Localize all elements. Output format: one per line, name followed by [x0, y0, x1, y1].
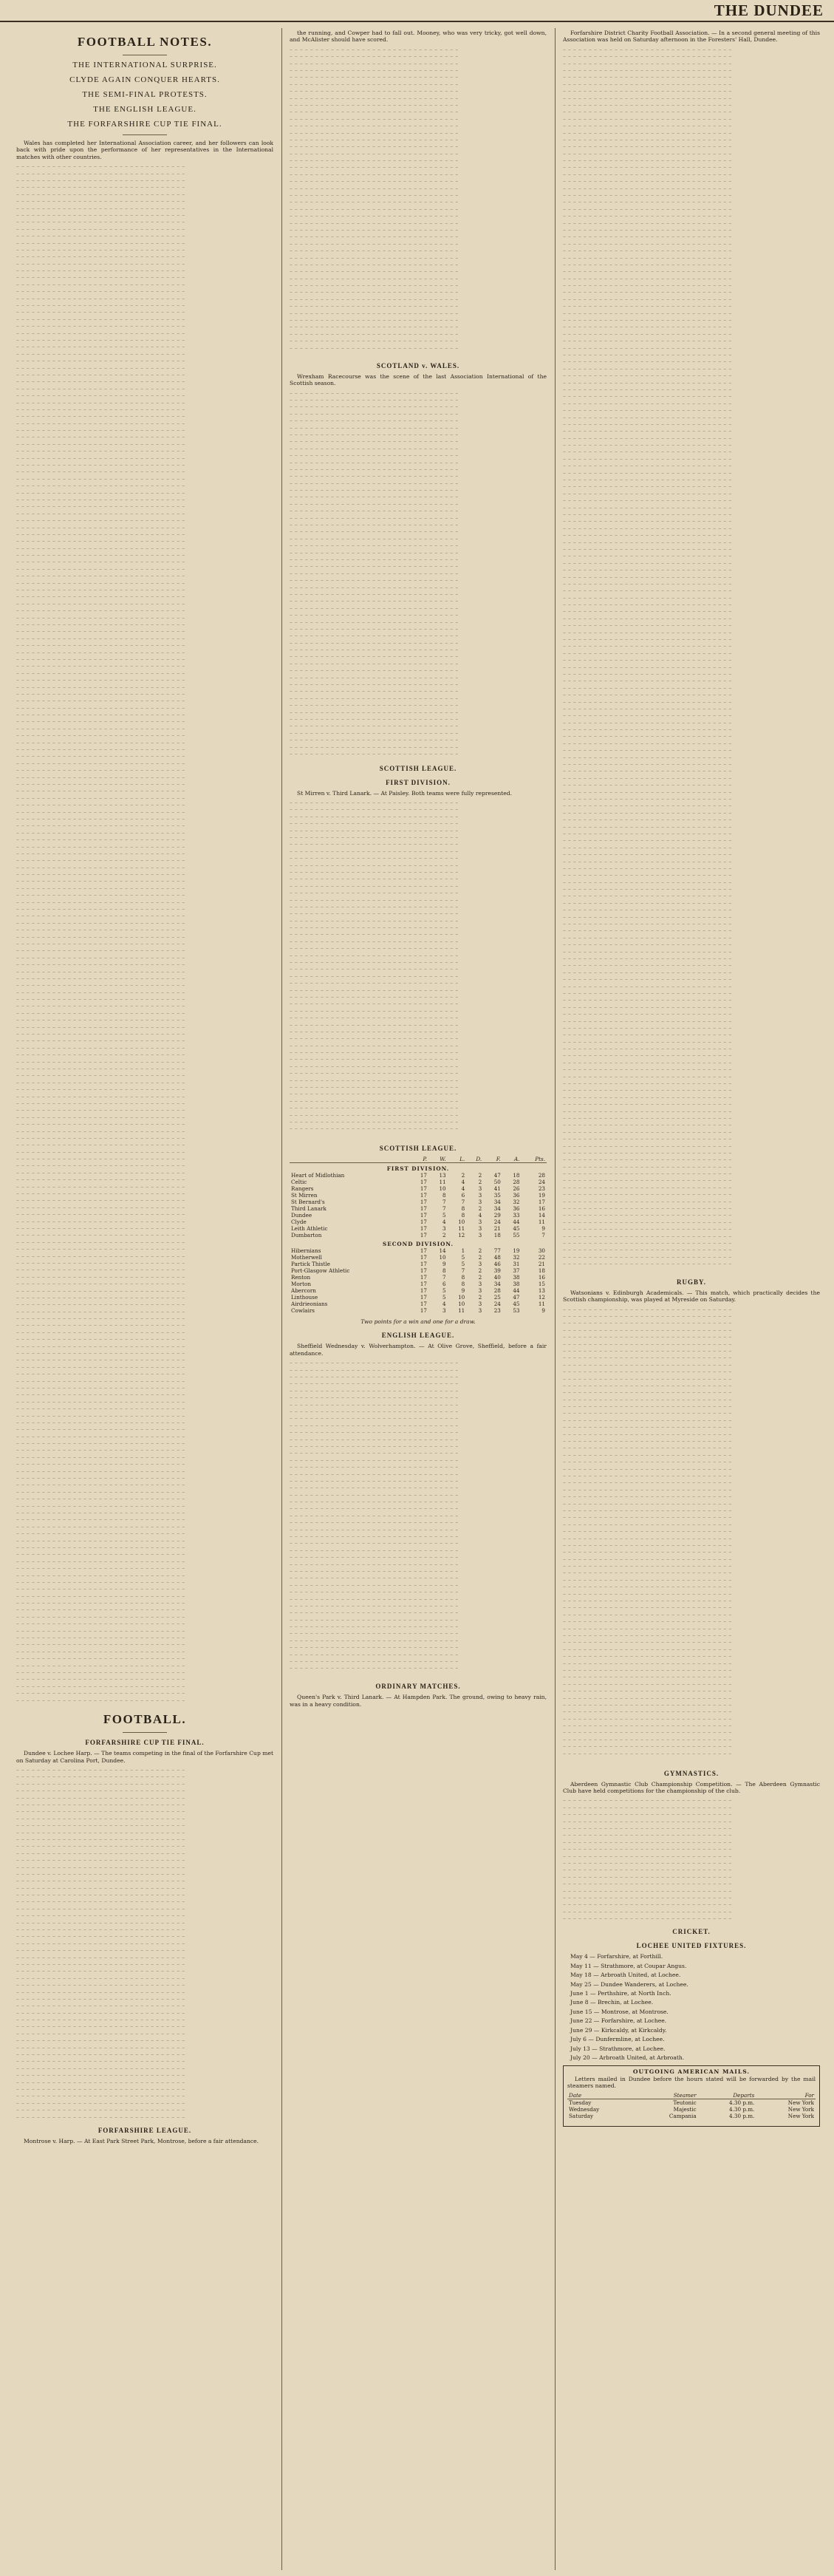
- masthead: [0, 0, 834, 22]
- table-cell: 17: [420, 1192, 427, 1199]
- table-row: [290, 1185, 547, 1192]
- table-cell: Leith Athletic: [291, 1225, 328, 1233]
- column-rule-2: [555, 28, 556, 2570]
- table-cell: New York: [787, 2112, 814, 2119]
- table-cell: Dumbarton: [291, 1232, 322, 1239]
- table-column-header: W.: [428, 1156, 448, 1163]
- table-cell: 3: [442, 1307, 446, 1315]
- table-column-header: F.: [483, 1156, 502, 1163]
- heading-mails: OUTGOING AMERICAN MAILS.: [632, 2068, 751, 2076]
- table-cell: 1: [461, 1247, 465, 1255]
- table-column-header: For: [756, 2092, 816, 2099]
- table-cell: 4.30 p.m.: [729, 2099, 755, 2106]
- table-cell: 17: [420, 1179, 427, 1186]
- table-cell: Renton: [291, 1274, 311, 1281]
- table-cell: 3: [478, 1287, 482, 1295]
- table-cell: 45: [513, 1301, 520, 1308]
- table-cell: St Mirren: [291, 1192, 318, 1199]
- table-cell: 17: [420, 1185, 427, 1193]
- table-cell: 2: [478, 1274, 482, 1281]
- table-cell: 45: [513, 1225, 520, 1233]
- table-cell: 2: [478, 1254, 482, 1261]
- table-cell: 7: [461, 1267, 465, 1275]
- table-row: [290, 1199, 547, 1205]
- table-cell: 11: [538, 1301, 545, 1308]
- table-row: [290, 1219, 547, 1225]
- table-cell: 11: [439, 1179, 446, 1186]
- table-cell: 8: [461, 1212, 465, 1219]
- table-cell: 17: [420, 1219, 427, 1226]
- charity-association-text: Forfarshire District Charity Football Association. — In a second general meeting of this Association was held on Saturday afternoon in the Foresters' Hall, Dundee.: [563, 30, 820, 44]
- table-cell: 17: [420, 1301, 427, 1308]
- column-rule-1: [281, 28, 282, 2570]
- table-cell: Abercorn: [291, 1287, 316, 1295]
- table-column-header: [290, 1156, 409, 1163]
- masthead-title: THE DUNDEE: [714, 1, 824, 19]
- league-table: [290, 1156, 547, 1314]
- heading-scotland-wales: SCOTLAND v. WALES.: [376, 361, 460, 369]
- scotland-wales-text: Wrexham Racecourse was the scene of the last Association International of the Scottish season.: [290, 372, 547, 387]
- table-row: [567, 2099, 816, 2106]
- english-league-text: Sheffield Wednesday v. Wolverhampton. — At Olive Grove, Sheffield, before a fair attendance.: [290, 1343, 547, 1357]
- table-cell: 2: [478, 1267, 482, 1275]
- table-cell: 24: [493, 1219, 501, 1226]
- scottish-league-text: St Mirren v. Third Lanark. — At Paisley. Both teams were fully represented.: [297, 789, 513, 797]
- table-cell: 2: [478, 1294, 482, 1301]
- table-cell: 17: [420, 1254, 427, 1261]
- table-cell: 50: [493, 1179, 501, 1186]
- table-row: [290, 1192, 547, 1199]
- table-cell: 3: [478, 1232, 482, 1239]
- table-cell: 17: [538, 1199, 545, 1206]
- table-cell: Saturday: [569, 2112, 594, 2119]
- table-cell: 32: [513, 1254, 520, 1261]
- table-cell: 41: [493, 1185, 501, 1193]
- heading-lochee-fixtures: LOCHEE UNITED FIXTURES.: [636, 1942, 747, 1950]
- table-cell: 24: [538, 1179, 545, 1186]
- table-cell: 18: [538, 1267, 545, 1275]
- table-cell: Heart of Midlothian: [291, 1172, 345, 1179]
- table-cell: 8: [461, 1205, 465, 1213]
- table-cell: 9: [461, 1287, 465, 1295]
- table-row: [290, 1301, 547, 1307]
- table-cell: 31: [513, 1261, 520, 1268]
- table-cell: Hibernians: [291, 1247, 321, 1255]
- table-row: [290, 1205, 547, 1212]
- table-cell: New York: [787, 2099, 814, 2106]
- mails-text: Letters mailed in Dundee before the hours stated will be forwarded by the mail steamers named.: [567, 2075, 816, 2090]
- table-cell: 18: [513, 1172, 520, 1179]
- table-cell: 29: [493, 1212, 501, 1219]
- table-cell: 48: [493, 1254, 501, 1261]
- table-row: [290, 1307, 547, 1314]
- table-cell: Cowlairs: [291, 1307, 315, 1315]
- table-cell: 4: [478, 1212, 482, 1219]
- fixture-item: July 20 — Arbroath United, at Arbroath.: [570, 2054, 685, 2061]
- table-cell: 36: [513, 1192, 520, 1199]
- table-column-header: L.: [448, 1156, 467, 1163]
- table-cell: 32: [513, 1199, 520, 1206]
- division-subheading: FIRST DIVISION.: [386, 1165, 450, 1173]
- table-cell: 3: [478, 1225, 482, 1233]
- table-cell: 36: [513, 1205, 520, 1213]
- table-cell: 19: [538, 1192, 545, 1199]
- table-cell: 13: [538, 1287, 545, 1295]
- heading-cup-final: FORFARSHIRE CUP TIE FINAL.: [85, 1739, 205, 1747]
- heading-forfarshire-league: FORFARSHIRE LEAGUE.: [98, 2127, 192, 2135]
- table-row: [290, 1212, 547, 1219]
- table-cell: 9: [541, 1225, 545, 1233]
- table-row: [290, 1294, 547, 1301]
- table-cell: 5: [461, 1261, 465, 1268]
- subhead-semi-final: THE SEMI-FINAL PROTESTS.: [82, 90, 208, 99]
- table-cell: 9: [442, 1261, 446, 1268]
- subhead-clyde-hearts: CLYDE AGAIN CONQUER HEARTS.: [69, 75, 220, 84]
- table-cell: St Bernard's: [291, 1199, 325, 1206]
- section-title-football-notes: FOOTBALL NOTES.: [77, 35, 213, 49]
- table-cell: 55: [513, 1232, 520, 1239]
- table-cell: 16: [538, 1205, 545, 1213]
- fixture-item: May 25 — Dundee Wanderers, at Lochee.: [570, 1980, 688, 1988]
- table-cell: 2: [478, 1179, 482, 1186]
- table-row: [290, 1179, 547, 1185]
- table-cell: 14: [439, 1247, 446, 1255]
- table-column-header: A.: [502, 1156, 522, 1163]
- table-row: [567, 2106, 816, 2113]
- table-cell: Dundee: [291, 1212, 312, 1219]
- table-row: [290, 1172, 547, 1179]
- table-cell: 4: [461, 1179, 465, 1186]
- table-cell: 5: [442, 1287, 446, 1295]
- continued-text: the running, and Cowper had to fall out. Mooney, who was very tricky, got well down, and McAlister should have scored.: [290, 30, 547, 44]
- fixture-item: June 1 — Perthshire, at North Inch.: [570, 1990, 671, 1997]
- table-cell: 17: [420, 1232, 427, 1239]
- article-body-texture: – – – – – – – – – – – – – – – – – – – – – – – – – – – – – – – – – – – – – – – – – – – – – – – – – – – – – – – – – – – – – – – – – – – – – – – – – – – – – – – – – – – – – – – – – – – – – – – – – – – – – – – – – – – – – – – – – – – – – – – – – – – – – – – – – – – – – – – – – – – – – – – – – – – – – – – – – – – – – – – – – – – – – – – – – – – – – – – – – – – – – – – – – – – – – – – – – – – – – – – – – – – – – – – – – – – – – – – – – – – – – – – – – – – – – – – – – – – – – – – – – – – – – – – – – – – – – – – – – – – – – – – – – – – – – – – – – – – – – – – – – – – – – – – – – – – – – – – – – – – – – – – – – – – – – – – – – – – – – – – – – – – – – – – – – – – – – – – – – – – – – – – – – – – – – – – – – – – – – – – – – – – – – – – – – – – – – – – – – – – – – – – – – – – – – – – – – – – – – – – – – – – – – – – – – – – – – – – – – – – – – – – – – – – – – – – – – – – – – – – – – – – – – – – – – – – – – – – – – – – – – – – – – – – – – – – – – – – – – – – – – – – – – – – – – – – – – – – – – – – – – – – – – – – – – – – – – – – – – – – – – – – – – – – – – – – – – – – – – – – – – – – – – – – – – – – – – – – – – – – – – – – – – – – – – – – – – – – – – – – – – – – – – – – – – – – – – – – – – – – – – – – – – – – – – – – – – – – – – – – – – – – – – – – – – – – – – – – – – – – – – – – – – – – – – – – – – – – – – – – – – – – – – – – – – – – – – – – – – – – – – – – – – – – – – – – – – – – – – – – – – – – – – – – – – – – – – – – – – – – – – – – – – – – – – – – – – – – – – – – – – – – – – – – – – – – – – – – – – – – – – – – – – – – – – – – – – – – – – – – – – – – – – – – – – – – – – – – – – – – – – – – – – – – – – – – – – – – – – – – – – – – – – – – – – – – – – – – – – – – – – – – – – – – – – – – – – – – – – – – – – – – – – – – – – – – – – – – – – – – – – – – – – – – – – – – – – – – – – – – – – – – – – – – – – – – – – – – – – – – – – – – – – – – – – – – – – – – – – – – – – – – – – – – – – – – – – – – – – – – – – – – – – – – – – – – – – – – – – – – – – – – – – – – – – – – – – – – – – – – – – – – – – – – – – – – – – – – – – – – – – – – – – – – – – – – – – – – – – – – – – – – – – – – – – – – – – – – – – – – – – – – – – – – – – – – – – – – – – – – – – – – – – – – – – – – – – – – – – – – – – – – – – – – – – – – – – – – – – – – – – – – – – – – – – – – – – – – – – – – – – – – – – – – – – – – – – – – – – – – – – – – – – – – – – – – – – – – – – – – – – – – – – – – – – – – – – – – – – – – – – – – – – – – – – – – – – – – – – – – – – – – – – – – – – – – – – – – – – – – – – – – – – – – – – – – – – – – – – – – – – – – – – – – – – – – – – – – – – – – – – – – – – – – – – – – – – – – – – – – – – – – – – – – – – – – – – – – – – – – – – – – – – – – – – – – – – – – – – – – – – – – – – – – – – – – – – – – – – – – – – – – – – – – – – – – – – – – – – – – – – – – – – – – – – – – – – – – – – – – – – – – – – – – – – – – – – – – – – – – – – – – – – – – – – – – – – – – – – – – – – – – – – – – – – – – – – – – – – – – – – – – – – – – – – – – – – – – – – – – – – – – – – – – – – – – – – – – – – – – – – – – – – – – – – – – – – – – – – – – – – – – – – – – – – – – – – – – – – – – – – – – – – – – – – – – – – – – – – – – – – – – – – – – – – – – – – – – – – – – – – – – – – – – – – – – – – – – – – – – – – – – – – – – – – – – – – – – – – – – – – – – – – – – – – – – – – – – – – – – – – – – – – – – – – – – – – – – – – – – – – – – – – – – – – – – – – – – – – – – – – – –: [16, 1766, 185, 2120]
- article-body-texture: – – – – – – – – – – – – – – – – – – – – – – – – – – – – – – – – – – – – – – – – – – – – – – – – – – – – – – – – – – – – – – – – – – – – – – – – – – – – – – – – – – – – – – – – – – – – – – – – – – – – – – – – – – – – – – – – – – – – – – – – – – – – – – – – – – – – – – – – – – – – – – – – – – – – – – – – – – – – – – – – – – – – – – – – – – – – – – – – – – – – – – – – – – – – – – – – – – – – – – – – – – – – – – – – – – – – – – – – – – – – – – – – – – – – – – – – – – – – – – – – – – – – – – – – – – – – – – – – – – – – – – – – – – – – – – – – – – – – – – – – – – – – – – – – – – – – – – – – – – – – – – – – – – – – – – – – – – – – – – – – – – – – – – – – – – – – – – – – – – – – – – – – – – – – – – – – – – – – – – – – – – – – – – – – – – – – – – – – – – – – – – – – – – – – – – – – – – – – – – – – – – – – – – – – – – – – – – – – – – – – – – – – – – – – – – – – – – – – – – – – – – – – – – – – – – – – – – – – – – – – – – – – – – – – – – – – – – – – – – – – – – – – – – – – – – – – – – – – – – – – – – – – – – – – – – – – – – – – – – – – – – – – – – – – – – – – – – – – – – – – – – – – – – – – – – – – – – – – – – – – – – – – – – – – – – – – – – – – – – – – – – – – – – – – – – – – – – – – – – – – – – – – – – – – – – – – – – – – – – – – – – – – – – – – – – – – – – – – – – – – – – – – – – – – – – – – – – – – – – – – – – – – – – – – – – – – – – – – – – – – – – – – – – – – – – – – – – – – – – – – – – – – – – – – – – – – – – – – – – – – – – – – – – – – – – – – – – – – – – – – – – – – – – – – – – – – – – – – – – – – – – – – – – – – – – – – – – – – – – – – – – – – – – – – – – – – – – – – – – – – – – – – – – – – – – – – – – – – – – – – – – – – – – – – – – – – – – – – – – – – – – – – – – – – – – – – – – – – – – – – – – – – – – – – – – – – – – – – – – – – – – – – – – – – – – – – – – – – – – – – – – – – – – – – – – – – – – – – – – – – – – – – – – – – – – – – – – – – – – – – – – – – – – – – – – – – – – – – – – – – – – – – – – – – – – – – – – – – – – – – – – – – – – – – – – – – – – – – – – – – – – – – – – – – – – – – – – – – – – – – – – – – – – – – – – – – – – – – – – – – – – – – – – – – – – – – – – – – – – – – – – – – – – – – – – – – – – – – – – – – – – – – – – – – – – – – – – – – – – – – – – – – – – – – – – – – – – – – – – – – – – – – – – – – – – – – – – – – – – – – – – – – – – – – – – – – – – – – – – – – – – – – – – – – – – – – – – – – – – – – – – – – – – – – – – – – – – – – – – – – – – – – – – – – – – – – – – – – – – – – – – – – – – – – – – – – – – – – – – – – – – – – – – – – – – – – – – – – – – – – – – – – – – – – – – – – – – – – – – – – – – – – – – – – – – – – – – – – – – – – – – – – – – – – – – – – – – – – – – – – – – – – – – – – – – – – – – – – – – – – – – – – – – – – – – – – – – – – – – – – – – – – – – – – – – – – – – – – – – – – – – – – – – – – – – – – – – – – – – – – – – – – – – – – – – – – – – – – – – – – – – – – – – – – – – – – – – – – – – – – – – – – – – – – – – – –: [290, 45, 459, 351]
- table-cell: 24: [493, 1301, 501, 1308]
- table-cell: 17: [420, 1294, 427, 1301]
- table-cell: 40: [493, 1274, 501, 1281]
- table-cell: 53: [513, 1307, 520, 1315]
- article-body-texture: – – – – – – – – – – – – – – – – – – – – – – – – – – – – – – – – – – – – – – – – – – – – – – – – – – – – – – – – – – – – – – – – – – – – – – – – – – – – – – – – – – – – – – – – – – – – – – – – – – – – – – – – – – – – – – – – – – – – – – – – – – – – – – – – – – – – – – – – – – – – – – – – – – – – – – – – – – – – – – – – – – – – – – – – – – – – – – – – – – – – – – – – – – – – – – – – – – – – – – – – – – – – – – – – – – – – – – – – – – – – – – – – – – – – – – – – – – – – – – – – – – – – – – – – – – – – – – – – – – – – – – – – – – – – – – – – – – – – – – – – – – – – – – – – – – – – – – – – – – – – – – – – – – – – – – – – – – – – – – – – – – – – – – – – – – – – – – – – – – – – – – – – – – – – – – – – – – – – – – – – – – – – – – – – – – – – – – – – – – – – – – – – – – – – – – – – – – – – – – – – – – – – – – – – – – – – – – – – – – – – – – – – – – – – – – – – – – – – – – – – – – – – – – – – – – – – – – – – – – – – – – – – – – – – – – – – – – – – – – – – – – – – – – – – – – – – – – – – – – – – – – – – – – – – – – – – – – – – – – – – – – – – – – – – – – – – – – – – – – – – – – – – – – – – – – – – – – – – – – – – – – – – – – – – – – – – – – – – – – – – – – – – – – – – – – – – – – – – – – – – – – – – – – – – – – – – – – – – – – – – – – – – – – – – – – – – – – – – – – – – – – – – – – – – – – – – – – – – – – – – – – – – – – – – – – – – – – – – – – – – – – – – – – – – – – – – – – – – – – – – – – – – – – – – – – – – – – – – – – – – – – – – – – – – – – – – – – – – – – – – – – – – – – – – – – – – – – – – – – – – – – – – – – – – – – – – – – – – – – – – – – – – – – – – – – – – – – – – – – – – – – – – – – – – – – – – – – – – – – – – – – – – – – – – – – – – – – – – – – – – – – – – – – – – – – – – – – – – – – – – – – – – – – – – – – – – – – – – – – – – – – – – – – – – – – – – – – – – – – – – – – – – – – – – – – – – – – – – – – – – – – – – – – – – – – – – – – – – – – – – – – – – – – – – – – – – – – – – – – – – – – – – – – – – – – – – – – – – – – – – – – – – – – – – – – – – – – – – – – – – – – – – – – – – – – – – – – – – – – – – – – – – – – – – – – – – – – – – – – – – – – – – – – – – – – – – – – – – – – – – – – – – – – – – – – – – – – – – – – – – – – – – – – – – – – – – – – – – – – – – – – – – – – – – – – – – – – – – – – – – – – – – – – – – – – – – – – – – – – – – – – – – – – – – – – – – – – – – – – – – – – – – – – – – – – – – – – – – – – – – – – – – – – – – – – – – – – – – – – – – – – – – – – – – – – – – – – – – – – – – – – – – – – – – – – – – – – – – – – – – – – – – – – – – – – – – – – – – – – – – – – – – – – – – – – – – – – – – – – – – – – – – – – – – – – – – – – – – – – – – – – – – – – – – – – – – – – – – – – – – – – – – – – – – – – – – – – – – – – – – – – – – – – – – – – – – – – – – – – – – – – – – – – – – – – – – – – – – – – – – – – – – – – – – – – – – – – – – – – – – – – – – – – – – – – – – – – – – – – – – – – – – – – – – – – – – – – – – – – – – – – – – – – – – – – – – – – – – – – – – – – – – – – – – – – – – – – – – – – – – – – – – – – – – – – – – – – – – – – – – – – – – – – – – – – – – – – – – – – – – – – – – – – – – – – – – – – – – – – – – – – – – – – – – – – – – – – – – – – – – – – – – – – – – – – – – – – – – – – – – – – – – – – – – – – – – – – – – – – – – – – – – – – – – – – – – – – – – – – – – – – – – – – – – – – – – – – – – – – – – – – – – – – – – – – – – – – – – – – – – – – – – – – – – – – – – – – – – – – – – – – – – – – – – – – – – – – – – – – – – – – – – – – – – – – – – – – – – – – – – – – – – – – – – – – – – – – – – – – – – – – – – – – – – – – – – – – – – – – – – – – – – – – – – – – – – – – – – – – – – – – – – – – – – – – – – – – – – – – – – – – – – – – – – – – – – – – – – – – – – – – – – – – – – – – – – – – – – – – – – – – – – – – – – – – – – – – – – – – – – – – – – – – – – – – – – – – – – – – – – – – – – – – – – – – – – – – – – – – – – – – – – – – – – – – – – – – – – – – – – – – – – – – – – – – – – – – – – – – – – – – – – – – – – – – – – – – – – – – – – – – – – – – – – – – – – – – – – – – – – – – – – – – – – – – – – – – – – – – – – – – – – – – – – – – – – – – – – – – – – – – – – – – – – – – – – – – – – – – – – – – – – – – – – – – – – – – – – – – – – – – – – – – – – – – – – – – – – – – – – – – – – – – – – – – – – – – – – – – – – – – – – – – – – – – – – – – – – – – – – – – – – – – – – – – – – – – – – – – – – – – – – – – – – – – – – – – – – – – – – – – – – – – – – – – – – – – – – – – – – – – – – – – – – – – – – – – – – – – – – – – – – – – – – – – – – – – – – – – – – – – – – – – – – – – – – – – – – – – – – – – – – – – – – – – – – – – – – – – – – – – – – – – – – – – – – – – – – – – – – – – – – – – – – – – – – – – – – – – – – – – – – – – – – – – – – – – – – – – – – – – – – – – – – – – – – – – – – – – – – – – – – – – – – – – – – – – – – – – – – – – – – – – – – – – – – – – – – – – – – – – – – – – – – – – – – – – – – – – – – – – – – – – – – – – – – – – – – – – – – – – – – – – – – – – – – – – – – – – – – – – – – – – – – – – – – – – – – – – – – – – – – – – – – – – – – – – – – – – – – – – – – – – – – – – – – – – – – – – – – – – – – – – – – – – – – – – – – – – – – – – – – – – – – – – – – – – – – – – – – – – – – – – – – – – – – – – – – – – – – – – – – – – – – – – – – – – – – – – – – – – – – – – – – – – – – – – – – – – – – – – – – – – – – – – – – – – – – – – – – – – – – – – – – – – – – – – – – – – – – – – – – – – – – – – – – – – – – – – – – – – – – – – – – – – – – – – – – – – – – – – – – – – – – – – – – – – – – – – – – – – – – – – – – – – – – – – – – – – – – – – – – – – – – – – – – – – – – – – – – – – – – – – – – – – – – – – – – – – – – – – – – – – – – – – – – – – – – – – – – – – – – – – – – – – – – – – – – – – – – – – – – – – – – – – – – – – – – – – – – – – – – – – – – – – – – – – – – – – – – – – – – – – – – – – – – – – – – – – – – – – – – – – – – – – – – – – – – – – – – – – – – – – – – – – – – – – – – – – – – – – – – – – – – – – – – – – – – – – – – – – – – – – – – – – – – – – – – – – – – – – – – – – – – – – – – – – – – – – – – – – – – – – – – – – – – – – – – – – – – – – – – – – – – – – – – – – – – – – – – – – – – – – – – – – – – – – – – – – – – – – – – – – – – – – – – – – – – – – – – – – – – – – – – – – – – – – – – – – – – – – – – – – – – – – – – – – – – – – – – – – – – – – – – – – – – – – – – – – – – – – – – – – – – – – – – – – – – – – – – – – – – – – – – – – – – – – – – – – – – – – – – – – – – – – – – – – – – – – – – – – – – – – – – – – – – – – – – – – – – – – – – – – – – – – – – – – – – – – – – – – – – – – – – – – – – – – – – – – – – – – – – – – – – – – – – – – – – – – – – – – – – – – – – – – – – – – – – – – – – – – – – – – – – – – – – – – – – – – – – – – – – – – – – – – – – – – – – – – – – – – – – – – – – – – – – – – – – – – – – – – – – – – – – – – – – – – – – – – – – – – – – – – – – – – – – – – – – – – – – – – – – – – – – – – – – – – – – – – – – – – – – – – – – – – – – – – – – – – – – – – – – – – – – – – – – – – – – – – – – – – – – – – – – – – – – – – – – – – – – – – – – – – – – – – – – – – – – – – – – – – – – – – – – – – – – – – – – – – – – – – – – – – – – – – – – – – – – – – – – – – – – – – – – – – – – – – – – – – – – – – – – – – – – – – – – – – – – – – – – – – – – – – – – – – – – – – – – – – – – – – – – – – – – – – – – – – – – – – – – – – – – – – – – – – – – – – – – – – – – – – – – – – – – – – – – – – – – – – – – – – – – – – – – – – – – – – – – – – – – – – – – – – – – – – – – – – – – – – – – – – – – – – – – – – – – – – – – – – – – – – – – – – – – – – – – – – – – – – – – – – – – – – – – – – – – – – – – – – – – – – – – – – – – – – – – – – – – – – – – – – – – – – – – – – – – – – – – – – – – – – – – – – – – – – – – – – – – – – – – – – – – – – – – – – – – – – – – – – – – – – – – – – – – – – – – – – – – – – – – – – – – – – – – – – – – – – – – – – – – – – – – – – – – – – – – – – – – – – – – – – – – – – – – – – – – – – – – – – – – – – – – – – – – – – – – – – – – – – – – – – – – – – – – – – – – – – – – – – – – – – – – – – – – – – – – – – – – – – – – – – – – – – – – – – – – – – – – – – – – – – – – – – – – – – – – – – – – – – – – – – – – – – – – – – – – – – – – – – – – – – – – – – – – – – – – – – – – – – – – – – – – – – – – – – – – – – – – – – – – – – – – – – – – – – – – – – – – – – – – – – – – – – – – – – – – – – – – – – – – – – – – – – – – – – – – – – – – – – – – – – – – – – – – – – – – – – – – – – – – – – – – – – – – – – – – – – – – – – – – – – – – – – – – – – – – – – – – – – – – – – – – – – – – – – – – – – – – – – – – – – – – – – – – – – – – – – – – – – – – – – – – – – – – – – – – – – – – – – – – – – – – – – – – – – – – – – – – – – – – – – – – – – – – – – – – – – – – – – – – – – – – – – – – – – – – – – – – – – – – – – – – – – – – – – – – – – – – – – – – – – – – – – – – – – – – – – – – – – – – – – – – – – – – – – – – – – – – – – – – – – – – – – – – – – – – – – – – – – – – – – – – – – – – – – – – – – – – – – – – – – – – – – – – – – – – – – – – – – – – – – – – – – – – – – – – – – – – – – – – – – – – – – – – – – – – – – – – – – – – – – – – – – – – – – – – – – – – – – – – – – – – – – – – – – – – – – – – – – – – – – – – – – – – – – – – – – – – – – – – – – – – – – – – – – – – – – – – – – – – – – – – – – – – – – – – – – – – – – – – – – – – – – – – – – – – – – – – – – – – – – – – – – – – – – – – – – – – – – – – – – – – – – – – – – – – – – – – – – – – – – – – – – – – – – – – – – – – – – – – – – – – – – – – – – – – – – – – – – – – – – – – – – – – – – – – – – – – – – – – – – – – – – – – – – – – – – – – – – – – – – – – – – – – – – – – – – – – – – – – – – – – – – – – – – – – – – – – – – – – – – – – – – – – – – – – – – – – – – – – – – – – – – – – – – – – – – – – – – – – – – – – – – – – – – – – – – – – – – – – – – – – – – – – – – – – – – – – – – – – – – – – – – – – – – – – – – – – – – – – – – – – – – – – – – – – – – – – – – – – – – – – – – – – – – – – – – – – – – – – – – – – – – – – – – – – – – – – – – – – – – – – – – – – – – – – – – – – – – – – – – – – – – – – – – – – – – – – – – – – – – – – – – – – – – – – – – – – – – – – – – – – – – – – – – – – – – – – – – – – – – – – – – – – – – – – – – – – – – – – – – – – – – – – – – – – – – – – – – – – – – – – – – – – – – – – – – – – – – – – – – – – – – – – – – – – – – – – – – – – – – – – – – – – – – – – – – – – – – – – – – – – – – – – – – – – – – – – – – – – – – – – – – – – – – – – – – – – – – – – – – – – – – – – – – – – – – – – – – – – – – – – – – – – – – – – – – – – – – – – – – – – – – – – – – – – – – – – – – – – – – – – – – – – – – – – – – – – – – – – – – – – – – – – – – – – – – – – – – – – – – – – – – – – – – – – – – – – – – – – – – – – – – – – – – – – – – – – – – – – – – – – – – – – – – – – – – – – – – – – – – – – – – – – – – – – – – – – – – – – – – – – – – – – – – – – – – – – – – – – – – – – – – – – – – – – – – – – – – – – – – – – – – – – – – – – – – – – – – – – – – – – – – – – – – – – – – – – – – – – – – – – – – – – – – – – – – – – – – – – – – – – – – – – – – – – – – – – – – – – – – – – – – – – – – – – – – – – – – – – – – – – – – – – – – – – – – – – – – – – – – – – – – – – – – – – – – – – – – – – – – – – – – – – – – – – – – – – – – – – – – – – – – – – – – – – – – – – – – – – – – – – – – – – – – – – – – – – – – – – – – – – – – – – – – – – – – – – – – – – – – – – – – – – – – – – – – – – – – – – – – – – – – – – – – – – – – – – – – – – – – – – – – – – – – – – – – – – – – – – – – – – – – – – – – – – – – – – – – – – – – – – – – – – – – – – – – – – – – – – – – – – – – – – – – – – – – – – – – – – – – – – – – – – – – – – – – – – – – – – – – – – – – – – – – – – – – – – – – – – – – – – – – – – – – – – – – – – – – – – – – – – – – – – – – – – – – – – – – – – – – – – – – – – – – – – – – – – – – – – – – – – – – – – – – – – – – – – – – – – – – – – – – – – – – – – – – – – – – – – – – – – – – – – – – – – – – – – – – – – – – – – – – – – – – – – – – – – – – – – – – – – – – – – – – – – – – – – – – – – – – – – – – – – – – – – – – – – – – – – – – – – – – – – – – – – – – – – – – – – – – – – – – – – – – – – – – – – – – – – – – – – – – – – – – – – – – – – – – – – – – – – – – – – – – – – – – – – – – – – – – – – – – – – – – – – – – – – – – – – – – – – – – – – – – – – – – – – – – – – – – – – – – – – – – – – – – – – – – – – – – – – – – – – – – – – – – – – – – – – – – – – – – – – – – – – – – – – – – – – – – – – – – – – – – – – – – – – – – – – – – – – – – – – – – – – – – – – – – – – – – – – – – – – – – – – – – – – – – – – – – – – – – – – – – – – – – – – – – – – – – – – – – – – – – – – – – – – – – – – – – – – – – – – – – – – – – – – – – – – – – – – – – – – – – – – – – – – – – – – – – – – – – – – – – – – – – – – – – – – – – – – – – – – – – – – – – – – – – – – – – – – – – – – – – – – – – – – – – – – – – – – – – – – – – – – – – – – – – – – – – – – – – – – – – – – – – – – – – – – – – – – – – – – – – – – – – – – – – – – – – – – – – – – – – – – – – – – – – – – – – – – – – – – – – – – – – – – – – – – – – – – – – – – – – – – – – – – – – – – – – – – – – – – – – – – – – – – – – – – – – – – – – – – – – – – – – – – – – – – – – – – – – – – – – – – – – – – – – – – – – – – – – – – – – – – – – – – – – – – – – – – – – – – – – – – – – – – – – – – – – – – – – – – – – – – – – – – – – – – – – – – – – – – – – – – – – – – – – – – – – – – – – – – – – – – – – – – – – – – – – – – – – – – – – – – – – – – – – – – – – – – – – – – – – – – – – – – – – – – – – – – – – – – – – – – – – – – – – – – – – – – – – – – – – – – – – – – – – – – – – – – – – – – – – – – – – – – – – – – – – – – – – – – – – – – – – – – – – – – – – – – – – – – – – – – – – – – – – – – – – – – – – – – – – – – – – – – – – – – – – – – – – – – – – – – – – – – – – – – – – – – – – – – – – – – – – – – – – – – – – – – – – – – – – – – – – – – – – – – – – – – – – – – – – – – – – – – – – – – – – – – – – – – – – – – – – – – – – – – – – – – – – – – – – – – – – – – – – – – – – – – – – – – – – – – – – – – – – – – – – – – – – – – – – – – – – – – – – – – – – – – – – – – – – – – – – – – – – – – – – – – – – – – – – – – – – – – – – – – – – – – – – – – – – – – – – – – – – – – – – – – – – – – – – – – – – – – – – – – – – – – – – – – – – – – – – – – – – – – – – – – – – – – – – – – – – – – – – – – – – – – – – – – – – – – – – – – – – – – – – – – – – – – – – – – – – – – – – – – – – – – – – – – – – – – – – – – – – – – – – – – – – – – – – – – – – – – – – – – – – – – – – – – – – – – – – – – – – – – – – – – – – – – – – – – – – – – – – – – – – – – – – – – – – – – – – – – – – – – – – – – – – – – – – – – – – – – – – – – – – – – – – – – – – – – – – – – – – – – – – – – – – – – – – – – – – – – – – – – – – – – – – – – – – – – – – – – – – – – – – – – – – – – – – – – – – – – – – – – – – – – – – – – – – – – – – – – – – – – – – – – – – – – – – – – – – – – – – – – – – – – – – – – – – – – – – – – – – – – – – – – – – – – – – – – – – – – – – – – – – – – – – – – – – – – – – – – – – – – – – – – – –: [16, 163, 185, 1703]
- table-cell: 10: [439, 1185, 446, 1193]
- table-cell: 2: [442, 1232, 446, 1239]
- table-cell: 4: [442, 1219, 446, 1226]
- table-cell: 7: [541, 1232, 545, 1239]
- fixture-item: June 29 — Kirkcaldy, at Kirkcaldy.: [570, 2026, 667, 2034]
- article-body-texture: – – – – – – – – – – – – – – – – – – – – – – – – – – – – – – – – – – – – – – – – – – – – – – – – – – – – – – – – – – – – – – – – – – – – – – – – – – – – – – – – – – – – – – – – – – – – – – – – – – – – – – – – – – – – – – – – – – – – – – – – – – – – – – – – – – – – – – – – – – – – – – – – – – – – – – – – – – – – – – – – – – – – – – – – – – – – – – – – – – – – – – – – – – – – – – – – – – – – – – – – – – – – – – – – – – – – – – – – – – – – – – – – – – – – – – – – – – – – – – – – – – – – – – – – – – – – – – – – – – – – – – – – – – – – – – – – – – – – – – – – – – – – – – – – – – – – – – – – – – – – – – – – – – – – – – – – – – – – – – – – – – – – – – – – – – – – – – – – – – – – – – – – – – – – – – – – – – – – – – – – – – – – – – – – – – – – – – – – – – – – – – – – – – – – – – – – – – – – – – – – – – – – – – – – – – – – – – – – – – – – – – – – – – – – – – – – – – – – – – – – – – – – – – – – – – – – – – – – – – – – – – – – – – – – – – – – – – – – – – – – – – – – – – – – – – – – – – – – – – – – – – – – – – – – – – – – – – – – – – – – – – – – – – – – – – – – – – – – – – – – – – – – – – – – – – – – – – – – – – – – – – – – – – – – – – – – – – – – – – – – – – – – – – – – – – – – – – – – – – – – – – – – – – – – – – – – – – – – – – – – – – – – – – – – – – – – – – – – – – – – – – – – – – – – – – – – – – – – – – – – – – – – – – – – – – – – – – – – – – – – – – – – – – – – – – – – – – – – – – – – – – – – – – – – – – – – – – – – – – – – – – – – – – – – – – – – – – – – – – – – – – – – – – – – – – – – – – – – – – – – – – – – – – – – – – – – – – – – – – – – – – – – – – – – – – – – – – – – – – – – – – – – – – – – – – – – – – – – – – – – – – – – – – – – – – – – – – – – – – – – – – – – – – – – – – – – – – – – – – – – – – – – – – – – – – – – – – – – – – – – – – – – – – – – – – – – – – – – – – – – – – – – – – – – – – – – – – – – – – – – – – – – – – – – – – – – – – – – – – – – – – – – – – – – – – – – – – – – – – – – – – – – – – – – – – – – – – – – – – – – – – – – – – – – – – – – – – – – – – – – – – – – – – – – – – – – – – – – – – – – – – – – – – – – – – – – – – – – – – – – – – – – – – – – – – – – – – – – – – – – – – – – – – – – – – – – – – – – – – – – – – – – – – – – – – – – – – – – – – – – – – – – – – – – – – – – – – – – – – – – – – – – – – – – – – – – – – – – – – – – – – – – – – – – – – – – – – – – – – – – – – – – – – – – – – – – – – – – – – – – – – – – – – – – – – – – – – – – – – – – – – – – – – – – – – – – – – – – – – – – – – – – – – – – – – – – – – – – – – – – – – – – – – – – – – – – – – – – – – – – – – – – – – – – – – – – – – – – – – – – – – – – – – – – – – – – – – – – – – – – – – – – – – – – – – – – – – – – – – – – – – – – – – – – – – – – – – – – – – – – – – – – – – – – – – – – – – – – – – – – – – – – – – – – – – – – – – – – – – – – – – – – – – – – – – – – – – – – – – – – – – – – – – – – – – – – – – – – – – – – – – – – – – – – – – – – – – – – – – – – – – – – – – – – – – – – – – – – – – – – – – – – – – – – – – – – – – – – – – – – – – – – – – – – – – – – – – – – – – – – – – – – – – – – – – – – – – – – – – – – – – – – – – – – – – – – – – – – – – – – – – – – – – – – – – – – – – – – – – – – – – – – – – – – – – – – – – – – – – – – – – – – – – – – – – – – – – – – – – – – – – – – – – – – – – – – – – – – – – – – – – – – – – – – – – – – – – – – – – – – – – – – – – – – – – – – – – – – – – – – – – – – – – – – – – – – – – – – – – – – – – – – – – – – – – – – – – – – – – – – – – – – – – – – – – – – – – – – – – – – – – – – – – – – – – – – – – – – – – – – – – – – – – – – –: [290, 389, 459, 757]
- table-cell: Teutonic: [673, 2099, 697, 2106]
- table-cell: Tuesday: [569, 2099, 592, 2106]
- article-intro: Wales has completed her International Association career, and her followers can look back with pride upon the performance of her representatives in the International matches with other countries.: [16, 140, 273, 160]
- table-cell: Motherwell: [291, 1254, 322, 1261]
- table-row: [290, 1281, 547, 1287]
- table-cell: 8: [442, 1192, 446, 1199]
- table-cell: 37: [513, 1267, 520, 1275]
- table-cell: 3: [478, 1307, 482, 1315]
- table-cell: 17: [420, 1287, 427, 1295]
- fixtures-list: [563, 1953, 820, 2061]
- table-cell: 38: [513, 1274, 520, 1281]
- table-cell: 17: [420, 1205, 427, 1213]
- table-row: [290, 1225, 547, 1232]
- table-cell: 3: [442, 1225, 446, 1233]
- table-cell: 10: [458, 1294, 465, 1301]
- fixture-item: June 8 — Brechin, at Lochee.: [570, 1999, 654, 2006]
- table-cell: 3: [478, 1185, 482, 1193]
- table-cell: 38: [513, 1281, 520, 1288]
- column-2: [290, 30, 547, 2569]
- table-cell: 25: [493, 1294, 501, 1301]
- table-cell: Third Lanark: [291, 1205, 327, 1213]
- table-cell: 23: [538, 1185, 545, 1193]
- fixture-item: July 6 — Dunfermline, at Lochee.: [570, 2036, 665, 2043]
- fixture-item: June 15 — Montrose, at Montrose.: [570, 2008, 669, 2015]
- table-column-header: Steamer: [636, 2092, 698, 2099]
- table-cell: 3: [478, 1301, 482, 1308]
- table-cell: 23: [493, 1307, 501, 1315]
- table-row: [290, 1247, 547, 1254]
- table-cell: 17: [420, 1261, 427, 1268]
- table-cell: 35: [493, 1192, 501, 1199]
- table-cell: 17: [420, 1212, 427, 1219]
- table-cell: Majestic: [673, 2105, 697, 2113]
- table-cell: 22: [538, 1254, 545, 1261]
- table-row: [290, 1261, 547, 1267]
- article-body-texture: – – – – – – – – – – – – – – – – – – – – – – – – – – – – – – – – – – – – – – – – – – – – – – – – – – – – – – – – – – – – – – – – – – – – – – – – – – – – – – – – – – – – – – – – – – – – – – – – – – – – – – – – – – – – – – – – – – – – – – – – – – – – – – – – – – – – – – – – – – – – – – – – – – – – – – – – – – – – – – – – – – – – – – – – – – – – – – – – – – – – – – – – – – – – – – – – – – – – – – – – – – – – – – – – – – – – – – – – – – – – – – – – – – – – – – – – – – – – – – – – – – – – – – – – – – – – – – – – – – – – – – – – – – – – – – – – – – – – – – – – – – – – – – – – – – – – – – – – – – – – – – – – – – – – – – – – – – – – – – – – – – – – – – – – – – – – – – – – – – – – – – – – – – – – – – – – – – – – – – – – – – – – – – – – – – – – – – – – – – – – – – – – – – – – – – – – – – – – – – – – – – – – – – – – – – – – – – – – – – – – – – – – – – – – – – – – – – – – – – – – – – – – – – – – – – – – – – – – – – – – – – – – – – – – – – – – – – – – – – – – – – – – – – – – – – – – – – – – – – – – – – – – – – – – – – – – – – – – – – – – – – – – – – – – – – – – – – – – – – – – – – – – – – – – – – – – – – – – – – – – – – – – – – – – – – – – – – – – – – – – – – – – – – – – – – – – – –: [563, 1796, 732, 1922]
- table-cell: 17: [420, 1172, 427, 1179]
- table-cell: 30: [538, 1247, 545, 1255]
- table-cell: 6: [461, 1192, 465, 1199]
- table-cell: Morton: [291, 1281, 311, 1288]
- divider: [123, 134, 167, 135]
- table-cell: Rangers: [291, 1185, 314, 1193]
- table-cell: 2: [478, 1205, 482, 1213]
- heading-scottish-league: SCOTTISH LEAGUE.: [379, 764, 457, 772]
- table-cell: 4: [442, 1301, 446, 1308]
- table-cell: 46: [493, 1261, 501, 1268]
- table-cell: Wednesday: [569, 2105, 600, 2113]
- table-cell: 44: [513, 1287, 520, 1295]
- table-cell: 3: [478, 1219, 482, 1226]
- rugby-text: Watsonians v. Edinburgh Academicals. — This match, which practically decides the Scottish championship, was played at Myreside on Saturday.: [563, 1289, 820, 1304]
- table-cell: 2: [478, 1247, 482, 1255]
- table-cell: 21: [538, 1261, 545, 1268]
- table-cell: 7: [442, 1205, 446, 1213]
- section-title-football: FOOTBALL.: [103, 1712, 187, 1727]
- heading-first-division: FIRST DIVISION.: [386, 778, 451, 786]
- subhead-english-league: THE ENGLISH LEAGUE.: [93, 105, 196, 114]
- table-cell: 17: [420, 1281, 427, 1288]
- table-cell: New York: [787, 2105, 814, 2113]
- table-cell: 18: [493, 1232, 501, 1239]
- fixture-item: May 4 — Forfarshire, at Forthill.: [570, 1953, 663, 1960]
- table-cell: 10: [458, 1219, 465, 1226]
- article-body-texture: – – – – – – – – – – – – – – – – – – – – – – – – – – – – – – – – – – – – – – – – – – – – – – – – – – – – – – – – – – – – – – – – – – – – – – – – – – – – – – – – – – – – – – – – – – – – – – – – – – – – – – – – – – – – – – – – – – – – – – – – – – – – – – – – – – – – – – – – – – – – – – – – – – – – – – – – – – – – – – – – – – – – – – – – – – – – – – – – – – – – – – – – – – – – – – – – – – – – – – – – – – – – – – – – – – – – – – – – – – – – – – – – – – – – – – – – – – – – – – – – – – – – – – – – – – – – – – – – – – – – – – – – – – – – – – – – – – – – – – – – – – – – – – – – – – – – – – – – – – – – – – – – – – – – – – – – – – – – – – – – – – – – – – – – – – – – – – – – – – – – – – – – – – – – – – – – – – – – – – – – – – – – – – – – – – – – – – – – – – – – – – – – – – – – – – – – – – – – – – – – – – – – – – – – – – – – – – – – – – – – – – – – – – – – – – – – – – – – – – – – – – – – – – – – – – – – – – – – – – – – – – – – – – – – – – – – – – – – – – – – – – – – – – – – – – – – – – – – – – – – – – – – – – – – – – – – – – – – – – – – – – – – – – – – – – – – – – – – – – – – – – – – – – – – – – – – – – – – – – – – – – – – – – – – – – – – – – – – – – – – – – – – – – – – – – – – – – – – – – – – – – – – – – – – – – – – – – – – – – – – – – – – – – – – – – – – – – – – – – – – – – – – – – – – – – – – – – – – – – – – – – – – – – – – – – – – – – – – – – – – – – – – – – – – – – – – – – – – – – – – – – – – – – – – – – – – – – – – – – – – – – – – – – – – – – – – – – – – – – – – – – – – – – – – – – – – – – – – – – – – – – – – – – – – – – – – – – – – – – – – – – – – – – – – – – – – – – – – – – – – – – – – – – – – – – – – – – – – – – – – – – – – – – – – – – – – – – – – – – – – – – – – – – – – – – – – – – – – – – – – – – – – – – – – – – – – – – – – – – – – – – – – – – – – – – – – – – – – – – – – – – – – – – – – – – – – – – – – – – – – – – – – – – – – – – – – – – – – – – – – – – – – – – – – – – – – – – – – – – – – – – – – – – – – – – – – – – – – – – – – – – – – – – – – – – – – – – – – – – – – – – – – – – – – – – – – – – – – – – – – – – – – – – – – – – – – – – – – – – – – – – – – – – – – – – – – – – – – – – – – – – – – – – – – – – – – – – – – – – – – – – – – – – – – – – – – – – – – – – – – – – – – – – – – – – – – – – – – – – – – – – – – – – – – – – – – – – – – – – – – – – – – – – – – – – – – – – – – – – – – – – – – – – – – – – – – – – – – – – – – – – – – – – – – – – – – – – – – – – – – – – – – – – – – – – – – – – – – – – – – – – – – – – – – – – – – – – – – – – – – – – – – – – – – – – – – – – – – – – – – – – – – – – – – – – – – – – – – – – – – – – – – – – – – – – – – – – – – – – – – – – – – – – – – – – – – – – – – – – – – – – – – – – – – – – – – – – – – – – – – – – – – – – – – – – – – – – – – – – – – – – – – – – – – – – – – – – – – – – – – – – – – – – – – – – – – – – – – – – – – – – – – – – – – – – – – – – – – – – – – – – – – – – – – – – – – – – – – – – – – – – – – – – – – – – – – – – – – – – – – – – – – – – – – – – – – – – – – – – – – – – – – – – – – – – – – – – – – – – – – – – – – – – – – – – – – – – – – – – – – – – – – – – – – – – – – – – – – – – – – – – – – – – – – – – – – – – – – – – – – – – – – – – – – – – – – – – – – – – – – – – – – – – – – – – – – – – – – – – – – – – – – – – – – – – – – – – – – – – – – – – – – – – – – – – – – – – – – – – – – – – – – – – – – – – – – – – – – – – – – – – – – – – – – – – – – – – – – – – – – – – – – – – – – – – – – – – – – – – – – – – – – – – – – – – – – – – – – – – – – – – – – – – – – – – – – – – – – – – – – – – – – – – – – – – – – – – – – – – – – – – – – – – – – – – – – – – – – – – – – – – – – – – – – – – – – – – – – – – – – – – – – – – – – – – – – – – – – – – – – – – – – – – – – – – – – – – – – – – – – – – – – – – – – – – – – – – – – – – – – – – – – – – – – – – – – – – – – – – – – – – – – – – – – – – – – – – – – – – – – – – – – – – – – – – – – – – – – – – – – – – – – – – – – – – – – – – – – – – – – – – – – – – – – – – – – – – – – – – – – – – – – – – – – – – – – – – – – – – – – – – – – – – – – – – – – – – – – – – – – – – – – – – – – – – – – – – – – – – – – – – – – – – – – – – – – – – – – – – – – – – – – – – – – – – – – – – – – – – – – – – – – – – – – – – – – – – – – – – – – – – – – – – – – – – – – – – – – – – – – – – – – – – – – – – – – – – – – – – – – – – – – – – – – – – – – – – – – – – – – – – – – –: [563, 1305, 732, 1756]
- column-3: [563, 30, 820, 2569]
- table-cell: 7: [442, 1199, 446, 1206]
- table-cell: 16: [538, 1274, 545, 1281]
- division-subheading: SECOND DIVISION.: [383, 1241, 454, 1248]
- table-cell: Clyde: [291, 1219, 307, 1226]
- ordinary-matches-text: Queen's Park v. Third Lanark. — At Hampden Park. The ground, owing to heavy rain, was in a heavy condition.: [290, 1694, 547, 1708]
- table-cell: 26: [513, 1185, 520, 1193]
- table-cell: 6: [442, 1281, 446, 1288]
- table-cell: 39: [493, 1267, 501, 1275]
- table-cell: 21: [493, 1225, 501, 1233]
- table-cell: 5: [461, 1254, 465, 1261]
- table-row: [290, 1287, 547, 1294]
- heading-english-league: ENGLISH LEAGUE.: [381, 1332, 455, 1340]
- table-cell: 47: [513, 1294, 520, 1301]
- table-row: [290, 1232, 547, 1238]
- table-cell: Port-Glasgow Athletic: [291, 1267, 350, 1275]
- table-cell: 3: [478, 1192, 482, 1199]
- table-cell: 34: [493, 1205, 501, 1213]
- mails-table: [567, 2092, 816, 2119]
- mails-box: [563, 2065, 820, 2126]
- table-cell: 17: [420, 1225, 427, 1233]
- table-cell: 10: [439, 1254, 446, 1261]
- fixture-item: May 11 — Strathmore, at Coupar Angus.: [570, 1962, 687, 1969]
- heading-ordinary-matches: ORDINARY MATCHES.: [375, 1683, 461, 1691]
- table-row: [290, 1274, 547, 1281]
- article-body-texture: – – – – – – – – – – – – – – – – – – – – – – – – – – – – – – – – – – – – – – – – – – – – – – – – – – – – – – – – – – – – – – – – – – – – – – – – – – – – – – – – – – – – – – – – – – – – – – – – – – – – – – – – – – – – – – – – – – – – – – – – – – – – – – – – – – – – – – – – – – – – – – – – – – – – – – – – – – – – – – – – – – – – – – – – – – – – – – – – – – – – – – – – – – – – – – – – – – – – – – – – – – – – – – – – – – – – – – – – – – – – – – – – – – – – – – – – – – – – – – – – – – – – – – – – – – – – – – – – – – – – – – – – – – – – – – – – – – – – – – – – – – – – – – – – – – – – – – – – – – – – – – – – – – – – – – – – – – – – – – – – – – – – – – – – – – – – – – – – – – – – – – – – – – – – – – – – – – – – – – – – – – – – – – – – – – – – – – – – – – – – – – – – – – – – – – – – – – – – – – – – – – – – – – – – – – – – – – – – – – – – – – – – – – – – – – – – – – – – – – – – – – – – – – – – – – – – – – – – – – – – – – – – – – – – – – – – – – – – – – – – – – – – – – – – – – – – – – – – – – – – – – – – – – – – – – – – – – – – – – – – – – – – – – – – – – – – – – – – – – – – – – – – – – – – – – – – – – – – – – – – – – – – – – – – – – – – – – – – – – – – – – – – – – – – – – – – – – – – – – – – – – – – – – – – – – – – – – – – – – – – – – – – – – – – – – – – – – – – – – – – – – – – – – – – – – – – – – – – – – – – – – – – – – – – – – – – – – – – – – – – – – – – – – – – – – – – – – – – – – – – – – – – – – – – – – – – – – – – – – – – – – – – – – – – – – – – – – – – – – – – – – – – – – – – – – – – – – – – – – – – – – – – – – – – – – – – – – – – – – – – – – – – – – – – – – – – – – – – – – – – – – – – – – – – – – – – – – – – – – – – – – – – – – – – – – – – – – – – – – – – – – – – – – – – – – – – – – – – – – – – – – – – – – – – – – – – – – – – – – – – – – – – – – – – – – – – – – – – – – – – – – – – – – – – – – – – – – – – – – – – – – – – – – – – – – – – – – – – – – – – – – – – – – – – – – – – – – – – – – – – – – – – – – – – – – – – – – – – – – – – – – – – – – – – – – – – – – – – – – – – – – – – – – – – – – – – – – – – – – – – – – – – – – – – – – – – – – – – – – – – – – – – – – – – – – – – – – – – – – – – – – – – – – – – – – – – – – – – – – – – – – – – – – – – – – – – – – – – – – – – – – – – – – – – – – – – – – – – – – – – – – – – – – – – – – – – – – – – – – – – – – – – – – – – – – – – – – – – – – – – – – – – – – – – – – – – – – – – – – – – – – – – – – – – – – – – – – – – – – – – – – – – – – – – – – – – – – – – – – – – – – – – – – – – – – – – – – – – – – – – – – – – – – – – – – – – – – – – – – – – – – – – – – – – – – – – – – – – – – – – – – – – – – – – – – – – – – – – – – – – – – – – – – – – – – – – – – – – – – – – – – – – – – – – – – – – – – – – – – – – – – – – – – – – – – – – – – – – – – – – – – – – – – – – – – – – – – – – – – – – – – – – – – – – – – – – – – – – – – – – – – – – – – – – – – – – – – – – – – – – – – – – – – – – – – – – – – – – – – – – – – – – – – – – – – – – – – – – – – – – – – – – – – – – – – – – – – – – – – – – – – – – –: [290, 1359, 459, 1672]
- table-cell: 13: [439, 1172, 446, 1179]
- fixture-item: July 13 — Strathmore, at Lochee.: [570, 2045, 666, 2052]
- table-cell: 12: [458, 1232, 465, 1239]
- table-row: [290, 1267, 547, 1274]
- table-cell: 11: [458, 1225, 465, 1233]
- heading-rugby: RUGBY.: [677, 1278, 706, 1286]
- column-1: [16, 30, 273, 2569]
- table-cell: Celtic: [291, 1179, 307, 1186]
- article-body-texture: – – – – – – – – – – – – – – – – – – – – – – – – – – – – – – – – – – – – – – – – – – – – – – – – – – – – – – – – – – – – – – – – – – – – – – – – – – – – – – – – – – – – – – – – – – – – – – – – – – – – – – – – – – – – – – – – – – – – – – – – – – – – – – – – – – – – – – – – – – – – – – – – – – – – – – – – – – – – – – – – – – – – – – – – – – – – – – – – – – – – – – – – – – – – – – – – – – – – – – – – – – – – – – – – – – – – – – – – – – – – – – – – – – – – – – – – – – – – – – – – – – – – – – – – – – – – – – – – – – – – – – – – – – – – – – – – – – – – – – – – – – – – – – – – – – – – – – – – – – – – – – – – – – – – – – – – – – – – – – – – – – – – – – – – – – – – – – – – – – – – – – – – – – – – – – – – – – – – – – – – – – – – – – – – – – – – – – – – – – – – – – – – – – – – – – – – – – – – – – – – – – – – – – – – – – – – – – – – – – – – – – – – – – – – – – – – – – – – – – – – – – – – – – – – – – – – – – – – – – – – – – – – – – – – – – – – – – – – – – – – – – – – – – – – – – – – – – – – – – – – – – – – – – – – – – – – – – – – – – – – – – – – – – – – – – – – – – – – – – – – – – – – – – – – – – – – – – – – – – – – – – – – – – – – – – – – – – – – – – – – – – – – – – – – – – – – – – – – – – – – – – – – – – – – – – – – – – – – – – – – – – – – – – – – – – – – – – – – – – – – – – – – – – – – – – – – – – – – – – – – – – – – – – – – – – – – – – – – – – – – – – – – – – – – – – – – – – – – – – – – – – – – – – – – – – – – – – – – – – – – – – – – – – – – – – – – – – – – – – – – – – – – – – – – – – – – – – – – – – – – – – – – – – – – – – – – – – – – – – – – – – – – – – – – – – – – – – – – – – – – – – – – – – – – – – – – – – – – – – – – – – – – – – – – – – – – – – – – – – – – – – – – – – – – – – – – – – – – – – – – – – – – – – – – – – – – – – – – – – – – – – – – – – – – – – – – – – – – – – – – – – – – – – – – – – – – – – – – – – – – – – – – – – – – – – – – – – – – – – – – – – – – – – – – – – – – – – – – – – – – – – – – – – – – – – – – – – – – – – – – – – – – – – – – – – – – – – – – – – – – – – – – – – – – – – – – – – – – – – – – – – – – – – – – – – – – – – – – – – – – – – – – – – – – – – – – – – – – – – – – – – – – – – – – – – – – – – – – – – – – – – – – – – – – – – – – – – – – – – – – – – – – – – – – – – – – – – – – – – – – – – – – – – – – – – – – – – – – – – – – – – – – – – – – – – – – – – – – – – – – – – – – – – – – – – – – – – – – – – – – – – – – – – – – – – – – – – – – – – – – – – – – – – – – – – – – – – – – – – – – – – – – – – – – – – – – – – – – – – – – – – – – – – – – – – – – – – – – – – – – – – – – – – – – – – – – – – – – – – – – – – – – – – – – – – – – – – – – – – – – – – – – – – – – – – – – – – – – – – – – – – – – – – – – – – – – – – – – – – – – – – – – – – – – – – – – – – – – – – – – – – – – – – – – – – – – – – – – – – – – – – – – – – – – – – – – – – – – – – – – – – – – – – – – – – – – – – – – – – – – – – – – – – – – – – – – – – – – – – – – – – – – – – – – – – – – – – – – – – – – – – – – – – – – – – – – – – – – – – – – – – – – – – – – – – – – – – – – – – – – – – – – – – – – – – – – – – – – – – – – – – – – – – – – – – – – – – – – – – – – – – – – – – – – – – – – – – – – – – – – – – – – – – – – – – – – – – – – – – – – – – – –: [290, 799, 459, 1132]
- table-cell: 33: [513, 1212, 520, 1219]
- gymnastics-text: Aberdeen Gymnastic Club Championship Competition. — The Aberdeen Gymnastic Club have held competitions for the championship of the club.: [563, 1780, 820, 1795]
- table-cell: 3: [478, 1281, 482, 1288]
- table-row: [290, 1254, 547, 1261]
- cup-final-text: Dundee v. Lochee Harp. — The teams competing in the final of the Forfarshire Cup met on Saturday at Carolina Port, Dundee.: [16, 1750, 273, 1764]
- heading-cricket: CRICKET.: [672, 1928, 711, 1936]
- table-cell: 11: [458, 1307, 465, 1315]
- table-column-header: Departs: [698, 2092, 756, 2099]
- table-cell: 4.30 p.m.: [729, 2105, 755, 2113]
- table-cell: 3: [478, 1261, 482, 1268]
- table-cell: 17: [420, 1274, 427, 1281]
- table-cell: 17: [420, 1267, 427, 1275]
- table-cell: 4: [461, 1185, 465, 1193]
- table-cell: 17: [420, 1199, 427, 1206]
- table-cell: 10: [458, 1301, 465, 1308]
- table-cell: 5: [442, 1294, 446, 1301]
- table-cell: 14: [538, 1212, 545, 1219]
- table-cell: 7: [461, 1199, 465, 1206]
- table-cell: 77: [493, 1247, 501, 1255]
- table-cell: 28: [538, 1172, 545, 1179]
- table-cell: 19: [513, 1247, 520, 1255]
- fixture-item: June 22 — Forfarshire, at Lochee.: [570, 2017, 667, 2025]
- heading-gymnastics: GYMNASTICS.: [663, 1769, 720, 1777]
- table-cell: Linthouse: [291, 1294, 318, 1301]
- table-cell: 3: [478, 1199, 482, 1206]
- table-cell: 8: [461, 1274, 465, 1281]
- table-cell: 28: [493, 1287, 501, 1295]
- table-cell: 2: [478, 1172, 482, 1179]
- forfarshire-league-text: Montrose v. Harp. — At East Park Street Park, Montrose, before a fair attendance.: [24, 2138, 259, 2145]
- table-column-header: D.: [466, 1156, 483, 1163]
- table-cell: 5: [442, 1212, 446, 1219]
- table-cell: Campania: [669, 2112, 697, 2119]
- table-cell: Partick Thistle: [291, 1261, 330, 1268]
- table-cell: 34: [493, 1281, 501, 1288]
- table-cell: 34: [493, 1199, 501, 1206]
- fixture-item: May 18 — Arbroath United, at Lochee.: [570, 1972, 681, 1979]
- table-cell: 9: [541, 1307, 545, 1315]
- heading-league-table: SCOTTISH LEAGUE.: [379, 1145, 457, 1153]
- table-cell: 15: [538, 1281, 545, 1288]
- table-cell: 28: [513, 1179, 520, 1186]
- subhead-international: THE INTERNATIONAL SURPRISE.: [72, 61, 217, 69]
- table-cell: 44: [513, 1219, 520, 1226]
- table-cell: 2: [461, 1172, 465, 1179]
- table-column-header: P.: [409, 1156, 428, 1163]
- table-column-header: Date: [567, 2092, 636, 2099]
- table-cell: 8: [461, 1281, 465, 1288]
- table-cell: 4.30 p.m.: [729, 2112, 755, 2119]
- table-cell: 17: [420, 1307, 427, 1315]
- table-cell: 8: [442, 1267, 446, 1275]
- table-note: Two points for a win and one for a draw.: [360, 1318, 476, 1326]
- table-row: [567, 2113, 816, 2119]
- table-cell: 47: [493, 1172, 501, 1179]
- article-body-texture: – – – – – – – – – – – – – – – – – – – – – – – – – – – – – – – – – – – – – – – – – – – – – – – – – – – – – – – – – – – – – – – – – – – – – – – – – – – – – – – – – – – – – – – – – – – – – – – – – – – – – – – – – – – – – – – – – – – – – – – – – – – – – – – – – – – – – – – – – – – – – – – – – – – – – – – – – – – – – – – – – – – – – – – – – – – – – – – – – – – – – – – – – – – – – – – – – – – – – – – – – – – – – – – – – – – – – – – – – – – – – – – – – – – – – – – – – – – – – – – – – – – – – – – – – – – – – – – – – – – – – – – – – – – – – – – – – – – – – – – – – – – – – – – – – – – – – – – – – – – – – – – – – – – – – – – – – – – – – – – – – – – – – – – – – – – – – – – – – – – – – – – – – – – – – – – – – – – – – – – – – – – – – – – – – – – – – – – – – – – – – – – – – – – – – – – – – – – – – – – – – – – – – – – – – – – – – – – – – – – – – – – – – – – – – – – – – – – – – – – – – – – – – – – – – – – – – – – – – – – – – – – – – – – – – – – – – – – – – – – – – – – – – – – – – – – – – – – – – – – – – – – – – – – – – – – – – – – – – – – – – – – – – – – – – – – – – – – – – – – – – – – – – – – – – – – – – – – – – – – – – – – – – – – – – – – – – – – – – – – – – – – – – – – – – – – – – – – – – – – – – – – – – – – – – – – – – – – – – – – – – – – – – – – – – – – – – – – – – – – – – – – – – – – – – – – – – – – – – – – – – – – – – – – – – – – – – – – – – – – – – – – – – – – – – – – – – – – – – – – – – – – – – – – – – – – – – – – – – – – – – – – – – – – – – – – – – – – – – – – – – – – – – – – – – – – – – – – – – – – – – – – – – – – – – – – – – – – – – – – – – – – – – – – – – – – – – – – – – – – – – – – – – – – – – – – – – – – – – – – – – – – – – – – – – – – – – – – – – – – – – – – – – – – – – – – – – – – – – – – – – – – – – – – – – – – – – – – – – – – – – – – – – – – – – – – – – – – – – – – – – – – – – – – – – – – – – – – – – – – – – – – – – – – – – – – – – – – – – – – – – – – – – – – – – – – – – – – – – – – – – – – – – – – – – – – – – – – – – – – – – – – – – – – – – – – – – – – – – – – – – – – – – – – – – – – – – – – – – – – – – – – – – – – – – – – – – – – – – – – – – – – – – – – – – – – – – – – – – – – – – – – – – – – – – – – – – – – – – – – – – – – – – – – – – – – – – – – – – – – – – – – – – – – – – – – – – – – – – – – – – – – – – – – – – – – – – – – – – – – – – – – – – – – – – – – – – – – – – – – – – – – – – – – – – – – – – – – – – – – – – – – – – – – – – – – – – – – – – – – – – – – – – – – – – – – – – – – – – – – – – – – – – – – – – – – – – – – – – – – – – – – – – – – – – – – – – – – – – – – – – – – – – – – – – – – – – – – – – – – – – – – – – – – – – – – – – – – – – – – – – – – – – – – – – – – – – – – – – – – – – – – – – – – – – – – – – – – – – – – – – – – – – – – – – – – – – – – – – – – – – – – – – – – – – – – – – – – – – – – – – – – – – – – – – – – – – – – – – – – – – – – – – – – – – – – – – – – – – – – – – – – – – – – – – – – – – – – – – – – – – – – – – – – – – – – – – – – – – – – – – – – – – – – – – – – – – – – – – – – – – – – – – – – – – – – – – – – – – – – – – – – – – – – – – – – – – – – – – – – – – – – – – – – – – – – – – – – – – – – – – – – – – – – – – – – – – – – – – – – – – – – – – – – – – – – – – – – – – – – – – – – – – – – – – – – – – – – – – – – – – – – – – – – – – – – – – – – – – – – – – – – – – – – – – – – – – – – – – – – – – – – – – – – – – – – – – – – – – – – – – – – – – – – – – – – – – – – – – – – – – – – – – – – – – – – – – – – – – – – – – – – – – – – – – – – – – – – – – – – – – – – – – – – – – – – – – – – – – – – – – – – – – – – – – – – – – – – – – – – – – – – – – – – – – – – – – – – – – – – – – – – – – – – – – – – – – – – – – – – – – – – – – – – – – – – – – – – – – – – – – – – – – – – – – – – – – – – – – – – – – – – – – – – – – – – – – – – – – – – – – – – – – – – – – – – – – – – – – – – – – – – – – – – – – – – – – – – – – – – – – – – – – – – – – – – – – – – – – – – – – – – – – – – – – – – – – – – – – – – – – – – – – – – – – – – – – – – – – – – – – – – – – – – – – – – – – – – – – – – – – – – – – – – – – – – – – – – – – – – – – – – – – – – – – – – – – – – – – – – – – – – – – – – – – – – – – – – – – – – – – – – – – – – – – – – – – – – – – – – – – – – – – – – – – – – – – – – – – – – – – – – – – – – – – – – – – – – – – – – – – – – – – – – – – – – – – – – – – – – – – – – – – – – – – – – – – – – – – – – – – – – – – – – – – – – – – – – – – – – – – – – – – – – – – – – – – – – – – – – – – – – – – – – – – – – – – – – – – – – – – – – – – – – – – – – – – – – – – – – – – – – – – – – – – – – – – – – – – – – – – – – – – – – – – – – – – – – – – – – – – – – – – – – – – – – – – – – – – – – – – – – – – – – – – – – – – – – – – – – – – – – – – – – – – – – – – – – – – – – – – – – – – – – – – – – – – – – – – – – – – – – – – – – – – – – – – – – – – – – – – – – – – – – – – – – – – – – – – – – – – – – – – – – – – – – – – – – – – – – – – – – – – – – – – – – – – – – – – – – – – – – – – – – – – – – – – – – – – – – – – – – – – – – – – – – – – – – – – – – – – – – – – – – – – – – – – – – – – – – – – – – – – – – – – – – – – – – – – – – – – – – – – – – – – – – – – – – – – – – – – – – – – – – – – – – – – – – – – – – – – – – – – – – – – – – – – – – – – – – – – – – – – – – – – – – – – – – – – – – – – – – – – – – – – – – – – – – – – – – – – – – – – – – – – – – – – – – – – – – – – – – – – – – – – – – – – – – – – – – – – – – – – – – – – – – – – – – – – – – – – – – – – – – – – – – – – – – – – – – – – – – – – – – – – – – – – – – – – – – – – – – – – – – – – – – – – – – – – – – – – – – – – – – – – – – – – – – – – – – – – – – – – – – – – – – – – – – – – – – – – – – – – – – – – – – – – – – – – – – – – – – – – – – – – – – – – – – – – – – – – – – – – – – – – – – – – – – – – – – – – – – – – – – – – – – – – – – – – – – – – – – – – – – – – – – – – – – – – – – – – – – – – – – – – – – – – – – – – – – – – – – – – – – – – – – – – – – – – – – – – – – – – – – – – – – – – – – – – – – – – – – – – – – – – – – – – – – – – – – – – – – – – – – – – – – – – – – – – – – – – – – – – – – – – – – – – – – – – – – – – – – – – – – – – – – – – – – – – – – – – – – – – – – – – – – – – – – – – – – – – – – – – – – – – – – – – – – – – – – – – – – – – – – – – – – – – – – – – – – – – – – – – – – – – – – – – – – – – – – – – – – – – – – – – – – – – – – – – – – – – – – – – – – – – – – – – – – – – – – – – – – – – – – – – – – – – – – – – – – – – – – – – – – – – – – – – – – – – – – – – – – – – – – – – – – – – – – – – – – – – – – – – – – – – – – – – – – – – – – – – – – – – – – – – – – – – – – – – – – – – – – – – – – – – – – – – – – – – – – – – – – – – – – – – – – – – – – – – – – – – – – – – – – – – – – – – – – – – – – – – – – – – – – – – – – – – – – – – – – – – – – – – – – – – – – – – – – – – – – – – – – – – – – – – – – – – – – – – – – – – – – – – – – – – – – – – – – – – – – – – – – – – – – – – – – – – – – – – – – – – – – – – – – – – – – – – – – – – – – – – – – – – – – – – – – – – – – – – – – – – – – – – – – – – – – – – – – – – – – – – – – – – – – – – – – – – – – – – – – – – – – – – – – – – – – – – – – – – – – – – – – – – – – – – – – – – – – – – – – – – – – – – – – – – – – – – – – – – – – – – – – – – – – – – – – – – – – – – – – – – – – – – – – – – – – – – – – – – – – – – – – – – – – – – – – – – – – – – – – – – – – – – – – – – – – – – – – – – – – – – – – – – – – – – – – – – – – – – – – – – – – – – – – – – – – – – – – – – – – – – – – – – – – – – – – – – – – – – – – – – – – – – – – – – – – – – – – – – – – – – – – – – – – – – – – – – – – – – – – – – – – – – – – – – – – – – – – – – – – – – – – – – – – – – – – – – – – – – – – – – – – – – – – – – – – – – – – – – – – – – – – – – – – – – – – – – – – – – – – – – – – – – – – – – – – – – – – – – – – – – – – – – – – – – – – – – – – – – – – – – – – – – – – – – – – – – – – – – – – – – – – – – – – – – – – – – – – – – – – – – – – – – – – – – – – – – – – – – – – – – – – – – – – – – – – – – – – – – – – – – – – – – – – – – – – – – – – – – – – – – – – – – – – – – – – – – – – – – – – – – – – – – – – – – – – – – – – – – – – – – – – – – – – – – – – – – – – – – – – – – – – – – – – – – – – – – – – – – – – – – – – – – – – – – – – – – – – – – – – – – – – – – – – – – – – – – – – – – – – – – – – – – – – – – – – – – – – – – – – – – – – – – – – – – – – – – – – – – – – – – – – – – – – – – – – – – – – – – – – – – – – – – – – – – – – – – – – – – – – – – – – – – – – – – – – – – – – – – – – – – – – – – – – – – – – – – – – – – – – – – – – – – – – – – – – – – – – – – – – – – – – – – – – – – – – – – – – – – – – – – – – – – – – – – – – – – – – – – – – – – – – – – – – – – – – – – – – – – – – – – – – – – – – – – – – – – – – – – – – – – – – – – – – – – – – – – – – – – – – – – – – – – – – – – – – – – – – – – – – – – – – – – – – – – – – – – – – – – – – – – – – – – – – – – – – – – – – – – – – – – – – – – – – – – – – – – – – – – – – – – – – – – – – – – – – – – – – – – – – – – – – – – – – – – – – – – – – – – – – – – – – – – – – – – – – – – – – – – – – – – – – – – – – – – – – – – – – – – – – – – – – – – – – – – – – – – – – – – – – – – – – – – – – – – – – – – – – – – – – – – – – – – – – – – – – – – – – – – – – – – – – – – – – – – – – – – – – – – – – – – – – – – – – – – – – – – – – – – – – – – – – – – – – – – – – – – – – – – – – – – – – – – – – – – – – – – – – – – – – – – – – – – – – – – – – – – – – – – – – – – – – – – – – – – – – – – – – – – – – – – – – – – – – – – – – – – – – – – – – – – – – – – – – – – – – – – – – – – – – – – – – – – – – – – – – – – – – – – – – – – – – – – – – – – – – – – – – – – – – – – – – – – – – – – – – – – – – – – – – – – – – – – – – – – – – – – – – – – – – – – – – – – – – – – – – – – – – – – – – – – – – – – – – – – – – – – – – – – – – – – – – – – – – – – – – – – – – – – – – – – – – – – – – – – – – – – – – – – – – – – – – – – – – – – – – – – – – – – – – – – – – – – – – – – – – – – – – – – – – – – – – – – – – – – – – – – – – – – – – – – – – – – – – – – – – – – – – – – – – – – – – – – – – – – – – – – – – – – – – – – – – – – – – – – – – – – – – – – – – – – – – – – – – – – – – – – – – – – – – – – – – – – – – – – – – – – – – – – – – – – – – – – – – – – – – – – – – – – – – – – – – – – – – – – – – – – – – – – – – – – – – – – – – – – – – – – – – – – – – – – – – – – – – – – – – – – – – – – – – – – – – – – – – – – – – – – – – – – – – – – – – – – – – – – – – – – – – – – – – – – – – – – – – – – – – – – – – – – – – – – – – – – – – – – – – – – – – – – – – – – – – – – – – – – – – – – – – – – – – – – – – – – – – – – – – – – – – – – – – – – – – – – – – – – – – – – – – – – – – – – – – – – – – – – – – – – – – – – – – – – – – – – – – – – – – – – – – – – – – – – – – – – – – – – – – – – – – – – – – – – – – – – – – – – – – – – – – – – – – – – – – – – – – – – – – – – – – – – – – – – – – – – – – – – – – – – – – – – – – – – – – – – – – – – – – – – – – – – – – – – – – – – – – – – – – – – – – – – – – – – – – – – – – – – – – – – – – – – – – – – – – – – – – – – – – – – – – – – – – – – – – – – – – – – – – – – – – – – – – – – – – – – – – – – – – – – – – – – – – – – – – – – – – – – – – – – – – – – – – – – – – – – – – – – – – – – – – – – – – – – – – – – – – – – – – – – – – – – – – – – – – – – – – – – – – – – – – – – – – – – – – – – – – – – – – – – – – – – – – – – – – – – – – – – – – – – – – – – – – – – – – – – – – – – – – – – – – – – – – – – – – – – – – – – – – – – – – – – – – – – – – – – – – – – – – – – – – – – – – – – – – – – – – – – – – – – – – – – – – – – – – – – – – – – – – – – – – – – – – – – – – – – – – – – – – – – – – – – – – – – – – – – – – – – – – – – – – – – – – – – – – – – – – – – – – – – – – – – – – – – – – – – – – – – – – – – – – – – – – – – – – – – – – – – – – – – – – – – – – – – – – – – – – – – – – – – – – – – – – – – – – – – – – – – – – – – – – – – – – – – – – – – – – –: [563, 45, 732, 1267]
- table-cell: Airdrieonians: [291, 1301, 328, 1308]
- divider: [123, 1732, 167, 1733]
- table-cell: 7: [442, 1274, 446, 1281]
- table-cell: 17: [420, 1247, 427, 1255]
- table-cell: 11: [538, 1219, 545, 1226]
- table-cell: 12: [538, 1294, 545, 1301]
- subhead-forfarshire-final: THE FORFARSHIRE CUP TIE FINAL.: [67, 120, 222, 129]
- table-column-header: Pts.: [521, 1156, 547, 1163]
